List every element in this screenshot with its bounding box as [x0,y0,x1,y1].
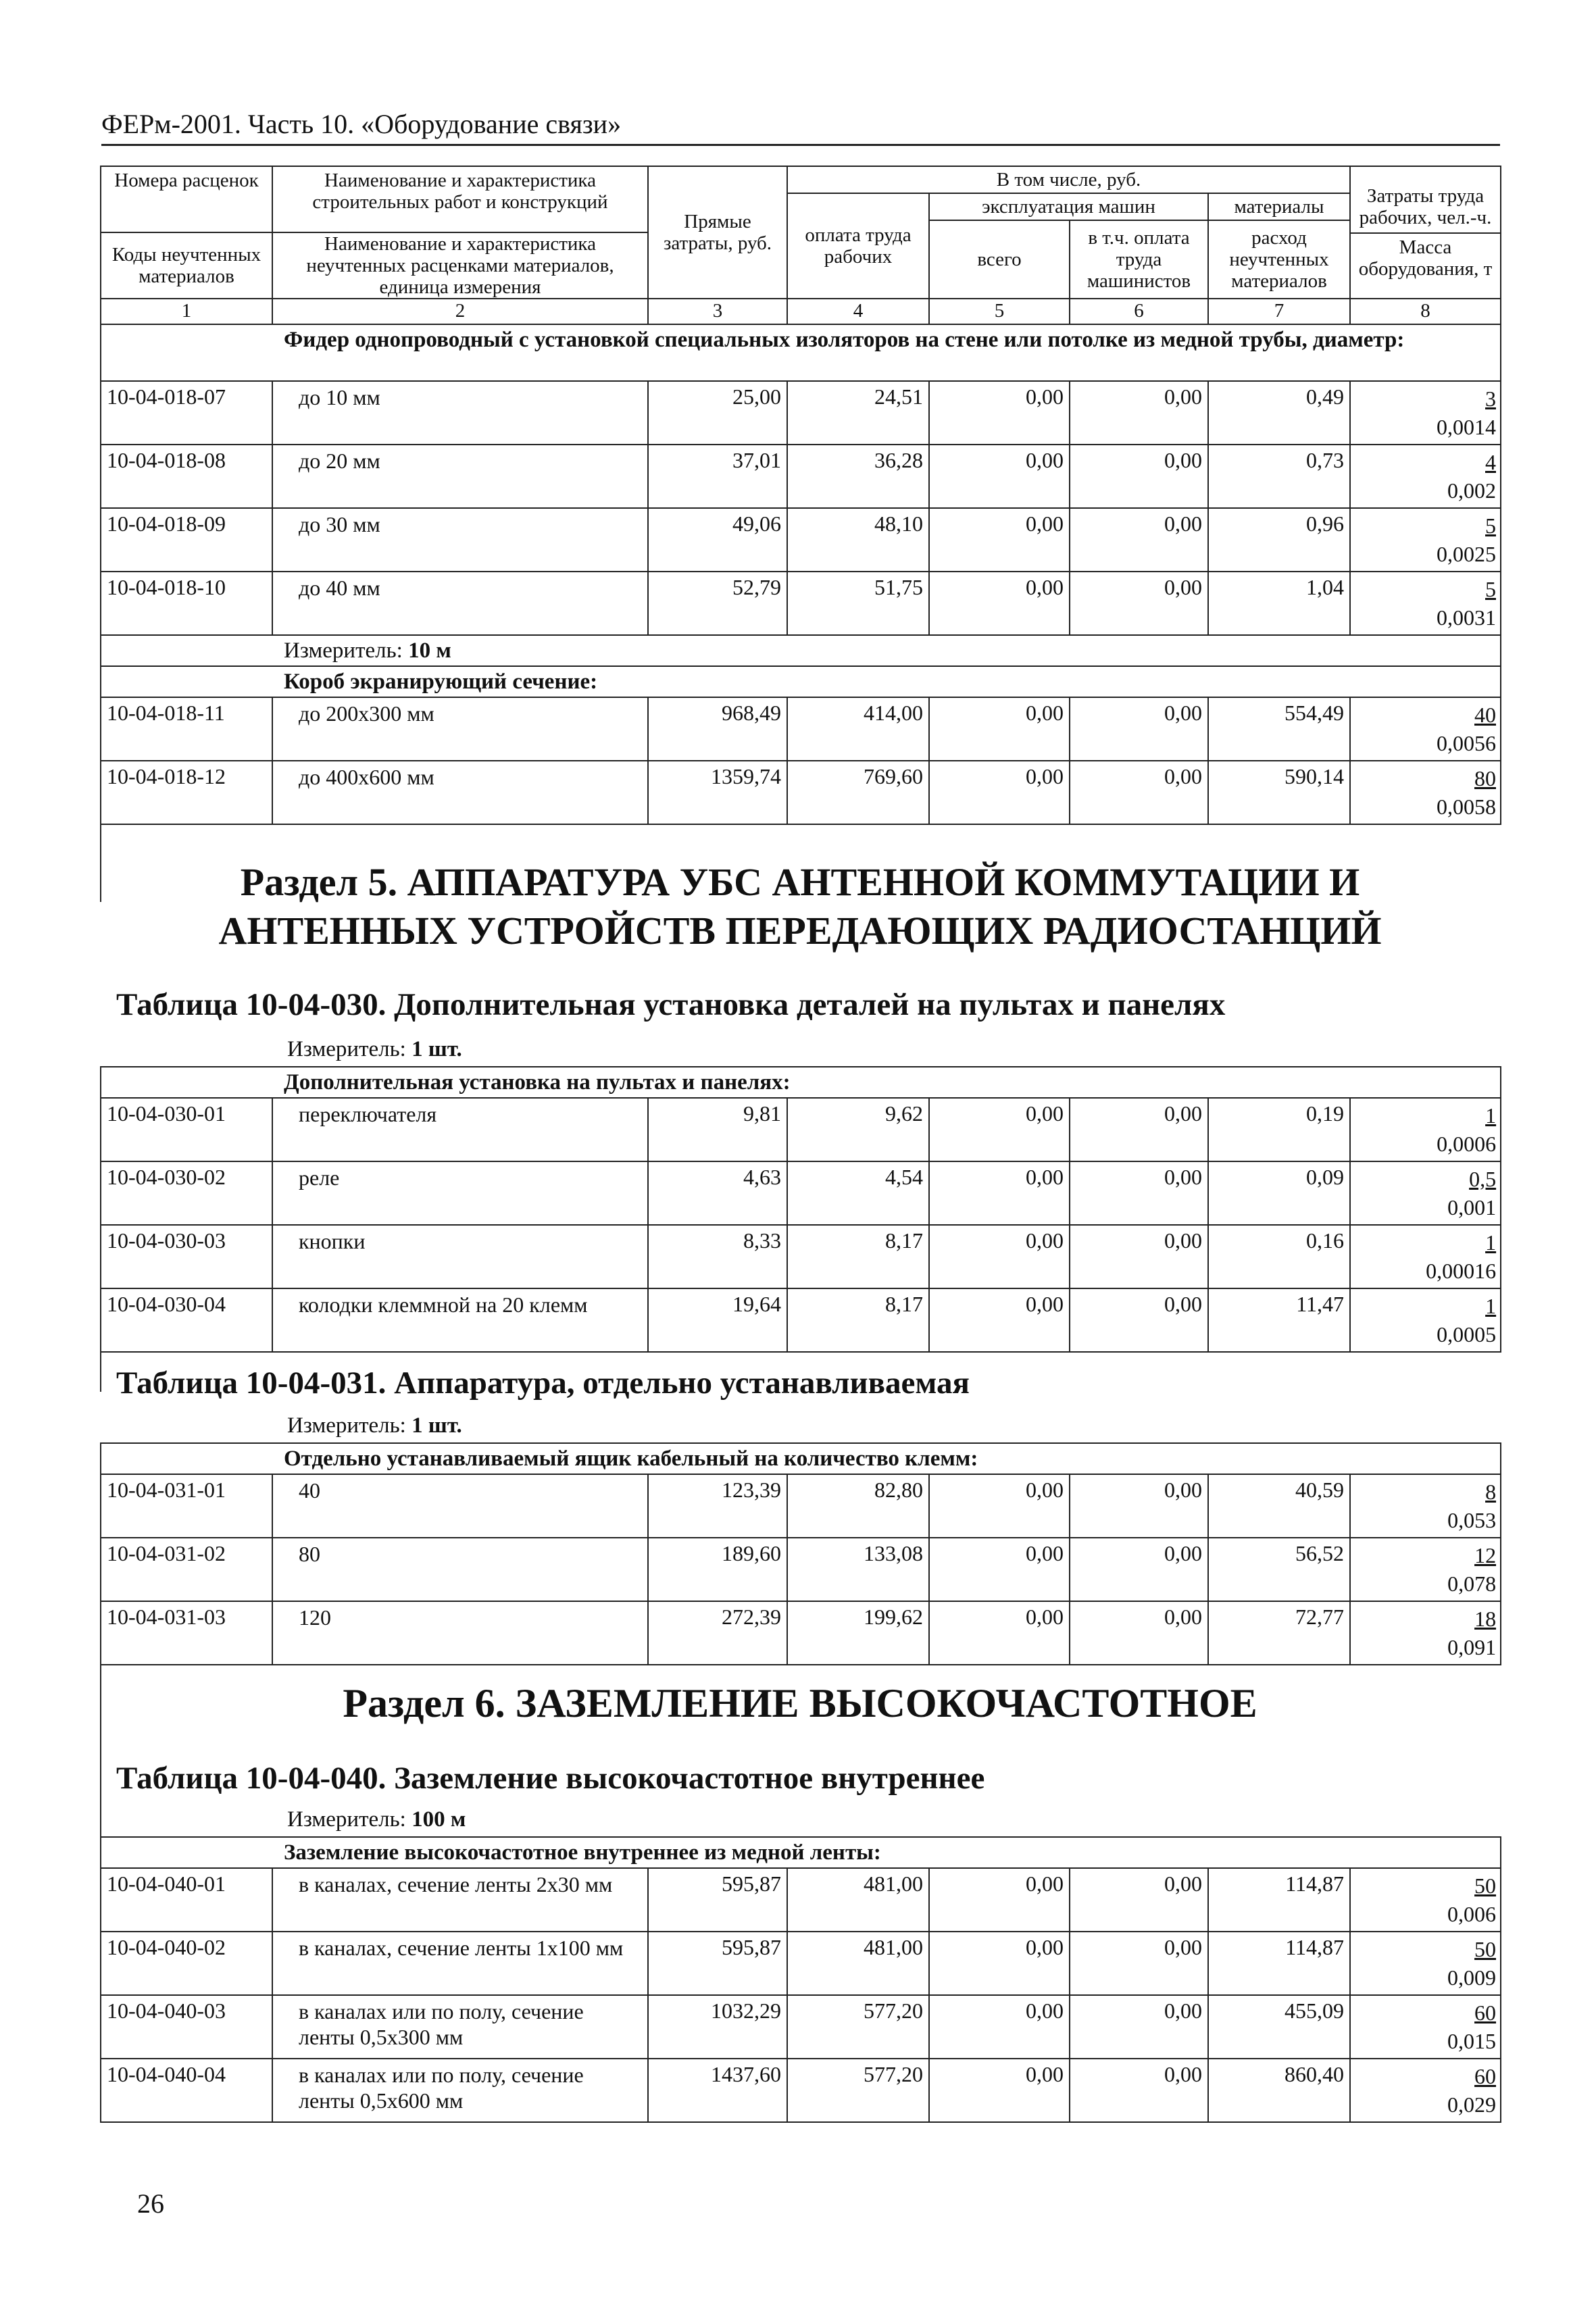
rate-code: 10-04-040-03 [101,1995,272,2059]
col-num: 2 [272,299,648,324]
worker-pay: 414,00 [787,697,929,761]
table-040 [100,1836,1500,2123]
machines-total: 0,00 [929,1868,1070,1932]
labor-hours: 5 [1485,513,1496,538]
work-name: 40 [272,1474,648,1538]
machines-total: 0,00 [929,1474,1070,1538]
rate-code: 10-04-031-01 [101,1474,272,1538]
header-labor [1350,166,1501,299]
table-030-measure: Измеритель: 1 шт. [287,1037,462,1061]
materials-cost: 40,59 [1208,1474,1350,1538]
direct-costs: 1032,29 [648,1995,787,2059]
table-031 [100,1442,1500,1665]
equipment-mass: 0,001 [1447,1195,1497,1219]
worker-pay: 51,75 [787,572,929,635]
measure-label: Измеритель: [284,638,403,663]
section-5-line-1: Раздел 5. АППАРАТУРА УБС АНТЕННОЙ КОММУТАЦИИ И [240,860,1360,904]
machinist-pay: 0,00 [1070,1098,1208,1161]
labor-hours: 4 [1485,450,1496,474]
work-name: в каналах или по полу, сечение ленты 0,5х300 мм [272,1995,648,2059]
header-work-name: Наименование и характеристика строительных работ и конструкций [272,166,648,232]
header-equipment-mass: Масса оборудования, т [1351,232,1500,282]
materials-cost: 455,09 [1208,1995,1350,2059]
equipment-mass: 0,078 [1447,1571,1497,1596]
work-name: в каналах, сечение ленты 2х30 мм [272,1868,648,1932]
work-name: 120 [272,1601,648,1665]
group-title: Короб экранирующий сечение: [101,666,1501,697]
table-row [101,2059,1501,2122]
labor-and-mass [1350,1868,1501,1932]
labor-hours: 50 [1474,1937,1497,1961]
worker-pay: 8,17 [787,1225,929,1288]
table-row [101,1225,1501,1288]
machines-total: 0,00 [929,761,1070,824]
equipment-mass: 0,091 [1447,1635,1497,1659]
machinist-pay: 0,00 [1070,1538,1208,1601]
machines-total: 0,00 [929,1288,1070,1352]
table-040-title: Таблица 10-04-040. Заземление высокочастотное внутреннее [116,1761,985,1796]
equipment-mass: 0,0025 [1437,542,1496,566]
header-material-codes: Коды неучтенных материалов [101,232,272,299]
equipment-mass: 0,0056 [1437,731,1496,755]
labor-hours: 1 [1485,1103,1497,1128]
machinist-pay: 0,00 [1070,1474,1208,1538]
table-row [101,1538,1501,1601]
machines-total: 0,00 [929,1995,1070,2059]
rate-code: 10-04-030-04 [101,1288,272,1352]
materials-cost: 0,96 [1208,508,1350,572]
machines-total: 0,00 [929,1538,1070,1601]
worker-pay: 577,20 [787,2059,929,2122]
work-name: кнопки [272,1225,648,1288]
rate-code: 10-04-030-01 [101,1098,272,1161]
labor-and-mass [1350,508,1501,572]
machinist-pay: 0,00 [1070,508,1208,572]
labor-hours: 1 [1485,1230,1497,1255]
group-title: Заземление высокочастотное внутреннее из медной ленты: [101,1837,1501,1868]
worker-pay: 199,62 [787,1601,929,1665]
direct-costs: 1437,60 [648,2059,787,2122]
table-row [101,1098,1501,1161]
equipment-mass: 0,015 [1447,2029,1497,2053]
machinist-pay: 0,00 [1070,381,1208,445]
direct-costs: 595,87 [648,1868,787,1932]
labor-and-mass [1350,381,1501,445]
rate-code: 10-04-040-02 [101,1932,272,1995]
labor-and-mass [1350,445,1501,508]
equipment-mass: 0,0005 [1437,1322,1497,1347]
labor-and-mass [1350,1932,1501,1995]
machines-total: 0,00 [929,381,1070,445]
labor-and-mass [1350,572,1501,635]
table-row [101,1868,1501,1932]
col-num: 3 [648,299,787,324]
direct-costs: 123,39 [648,1474,787,1538]
labor-and-mass [1350,697,1501,761]
direct-costs: 4,63 [648,1161,787,1225]
equipment-mass: 0,0014 [1437,415,1496,439]
equipment-mass: 0,029 [1447,2092,1497,2117]
machines-total: 0,00 [929,445,1070,508]
table-row [101,1601,1501,1665]
machines-total: 0,00 [929,1932,1070,1995]
section-5-title [100,858,1500,955]
machinist-pay: 0,00 [1070,1161,1208,1225]
equipment-mass: 0,002 [1447,478,1496,503]
materials-cost: 0,49 [1208,381,1350,445]
rate-code: 10-04-030-02 [101,1161,272,1225]
table-row [101,572,1501,635]
page-number: 26 [137,2188,164,2219]
machines-total: 0,00 [929,1098,1070,1161]
labor-hours: 60 [1474,2064,1497,2088]
section-5-line-2: АНТЕННЫХ УСТРОЙСТВ ПЕРЕДАЮЩИХ РАДИОСТАНЦИЙ [218,909,1382,953]
machinist-pay: 0,00 [1070,2059,1208,2122]
direct-costs: 8,33 [648,1225,787,1288]
labor-hours: 1 [1485,1294,1497,1318]
labor-hours: 8 [1485,1480,1497,1504]
direct-costs: 19,64 [648,1288,787,1352]
labor-and-mass [1350,1161,1501,1225]
group-title: Фидер однопроводный с установкой специальных изоляторов на стене или потолке из медной трубы, диаметр: [101,324,1501,381]
worker-pay: 577,20 [787,1995,929,2059]
rate-code: 10-04-018-11 [101,697,272,761]
labor-and-mass [1350,1288,1501,1352]
worker-pay: 48,10 [787,508,929,572]
direct-costs: 9,81 [648,1098,787,1161]
col-num: 6 [1070,299,1208,324]
header-machines: эксплуатация машин [929,193,1208,220]
labor-and-mass [1350,1995,1501,2059]
table-031-title: Таблица 10-04-031. Аппаратура, отдельно устанавливаемая [116,1365,970,1401]
machinist-pay: 0,00 [1070,445,1208,508]
equipment-mass: 0,053 [1447,1508,1497,1532]
group-title: Отдельно устанавливаемый ящик кабельный на количество клемм: [101,1443,1501,1474]
work-name: в каналах, сечение ленты 1х100 мм [272,1932,648,1995]
worker-pay: 9,62 [787,1098,929,1161]
materials-cost: 72,77 [1208,1601,1350,1665]
direct-costs: 49,06 [648,508,787,572]
worker-pay: 769,60 [787,761,929,824]
labor-hours: 18 [1474,1607,1497,1631]
worker-pay: 133,08 [787,1538,929,1601]
table-row [101,445,1501,508]
rate-code: 10-04-031-03 [101,1601,272,1665]
machinist-pay: 0,00 [1070,572,1208,635]
col-num: 4 [787,299,929,324]
labor-hours: 5 [1485,577,1496,601]
work-name: колодки клеммной на 20 клемм [272,1288,648,1352]
direct-costs: 272,39 [648,1601,787,1665]
table-row [101,761,1501,824]
machinist-pay: 0,00 [1070,1868,1208,1932]
materials-cost: 860,40 [1208,2059,1350,2122]
materials-cost: 0,73 [1208,445,1350,508]
worker-pay: 4,54 [787,1161,929,1225]
machines-total: 0,00 [929,572,1070,635]
direct-costs: 37,01 [648,445,787,508]
machines-total: 0,00 [929,1161,1070,1225]
table-030-title: Таблица 10-04-030. Дополнительная установка деталей на пультах и панелях [116,987,1226,1022]
machines-total: 0,00 [929,1601,1070,1665]
worker-pay: 24,51 [787,381,929,445]
machinist-pay: 0,00 [1070,1225,1208,1288]
table-row [101,1932,1501,1995]
col-num: 1 [101,299,272,324]
table-row [101,508,1501,572]
table-row [101,1474,1501,1538]
rate-code: 10-04-018-07 [101,381,272,445]
labor-hours: 0,5 [1469,1167,1497,1191]
machinist-pay: 0,00 [1070,1932,1208,1995]
table-row [101,697,1501,761]
col-num: 8 [1350,299,1501,324]
materials-cost: 11,47 [1208,1288,1350,1352]
direct-costs: 1359,74 [648,761,787,824]
header-material-names: Наименование и характеристика неучтенных расценками материалов, единица измерения [272,232,648,299]
work-name: до 20 мм [272,445,648,508]
labor-hours: 40 [1474,703,1496,727]
equipment-mass: 0,0006 [1437,1132,1497,1156]
labor-and-mass [1350,1225,1501,1288]
direct-costs: 595,87 [648,1932,787,1995]
col-num: 5 [929,299,1070,324]
equipment-mass: 0,00016 [1426,1259,1497,1283]
work-name: переключателя [272,1098,648,1161]
rate-code: 10-04-018-12 [101,761,272,824]
work-name: реле [272,1161,648,1225]
left-rule [100,1649,101,1844]
machines-total: 0,00 [929,1225,1070,1288]
table-031-measure: Измеритель: 1 шт. [287,1413,462,1438]
direct-costs: 968,49 [648,697,787,761]
table-row [101,1161,1501,1225]
labor-and-mass [1350,1474,1501,1538]
rate-code: 10-04-031-02 [101,1538,272,1601]
header-including: В том числе, руб. [787,166,1350,193]
worker-pay: 481,00 [787,1868,929,1932]
header-rate-numbers: Номера расценок [101,166,272,232]
labor-and-mass [1350,1098,1501,1161]
labor-hours: 80 [1474,766,1496,790]
table-row [101,1288,1501,1352]
header-materials: материалы [1208,193,1350,220]
direct-costs: 52,79 [648,572,787,635]
measure-row [101,635,1501,666]
left-rule [100,1338,101,1392]
materials-cost: 1,04 [1208,572,1350,635]
machinist-pay: 0,00 [1070,1601,1208,1665]
materials-cost: 0,09 [1208,1161,1350,1225]
header-labor-costs: Затраты труда рабочих, чел.-ч. [1359,185,1492,228]
equipment-mass: 0,0058 [1437,795,1496,819]
measure-value: 10 м [408,638,451,663]
materials-cost: 554,49 [1208,697,1350,761]
work-name: до 30 мм [272,508,648,572]
worker-pay: 36,28 [787,445,929,508]
labor-and-mass [1350,2059,1501,2122]
labor-hours: 50 [1474,1873,1497,1898]
labor-hours: 12 [1474,1543,1497,1567]
section-6-title: Раздел 6. ЗАЗЕМЛЕНИЕ ВЫСОКОЧАСТОТНОЕ [343,1681,1257,1726]
materials-cost: 0,19 [1208,1098,1350,1161]
col-num: 7 [1208,299,1350,324]
group-title: Дополнительная установка на пультах и панелях: [101,1067,1501,1098]
worker-pay: 82,80 [787,1474,929,1538]
worker-pay: 8,17 [787,1288,929,1352]
rate-code: 10-04-040-01 [101,1868,272,1932]
work-name: до 400х600 мм [272,761,648,824]
header-unaccounted-materials: расход неучтенных материалов [1208,220,1350,299]
machinist-pay: 0,00 [1070,1288,1208,1352]
header-machines-total: всего [929,220,1070,299]
direct-costs: 189,60 [648,1538,787,1601]
labor-and-mass [1350,1601,1501,1665]
work-name: до 200х300 мм [272,697,648,761]
machinist-pay: 0,00 [1070,761,1208,824]
machines-total: 0,00 [929,508,1070,572]
materials-cost: 114,87 [1208,1932,1350,1995]
table-row [101,381,1501,445]
materials-cost: 590,14 [1208,761,1350,824]
work-name: в каналах или по полу, сечение ленты 0,5х600 мм [272,2059,648,2122]
equipment-mass: 0,0031 [1437,605,1496,630]
direct-costs: 25,00 [648,381,787,445]
machinist-pay: 0,00 [1070,1995,1208,2059]
labor-hours: 60 [1474,2001,1497,2025]
rate-code: 10-04-040-04 [101,2059,272,2122]
header-worker-pay: оплата труда рабочих [787,193,929,299]
table-040-measure: Измеритель: 100 м [287,1807,466,1832]
materials-cost: 56,52 [1208,1538,1350,1601]
work-name: до 40 мм [272,572,648,635]
materials-cost: 114,87 [1208,1868,1350,1932]
machines-total: 0,00 [929,2059,1070,2122]
table-030 [100,1066,1500,1353]
rate-code: 10-04-018-09 [101,508,272,572]
rate-code: 10-04-030-03 [101,1225,272,1288]
equipment-mass: 0,006 [1447,1902,1497,1926]
rate-code: 10-04-018-08 [101,445,272,508]
document-header: ФЕРм-2001. Часть 10. «Оборудование связи» [101,108,1500,146]
equipment-mass: 0,009 [1447,1965,1497,1990]
labor-and-mass [1350,1538,1501,1601]
rate-code: 10-04-018-10 [101,572,272,635]
header-machinist-pay: в т.ч. оплата труда машинистов [1070,220,1208,299]
work-name: до 10 мм [272,381,648,445]
labor-hours: 3 [1485,386,1496,411]
worker-pay: 481,00 [787,1932,929,1995]
work-name: 80 [272,1538,648,1601]
machinist-pay: 0,00 [1070,697,1208,761]
table-row [101,1995,1501,2059]
norms-table-top [100,166,1500,825]
materials-cost: 0,16 [1208,1225,1350,1288]
machines-total: 0,00 [929,697,1070,761]
labor-and-mass [1350,761,1501,824]
column-numbers-row [101,299,1501,324]
header-direct-costs: Прямые затраты, руб. [648,166,787,299]
